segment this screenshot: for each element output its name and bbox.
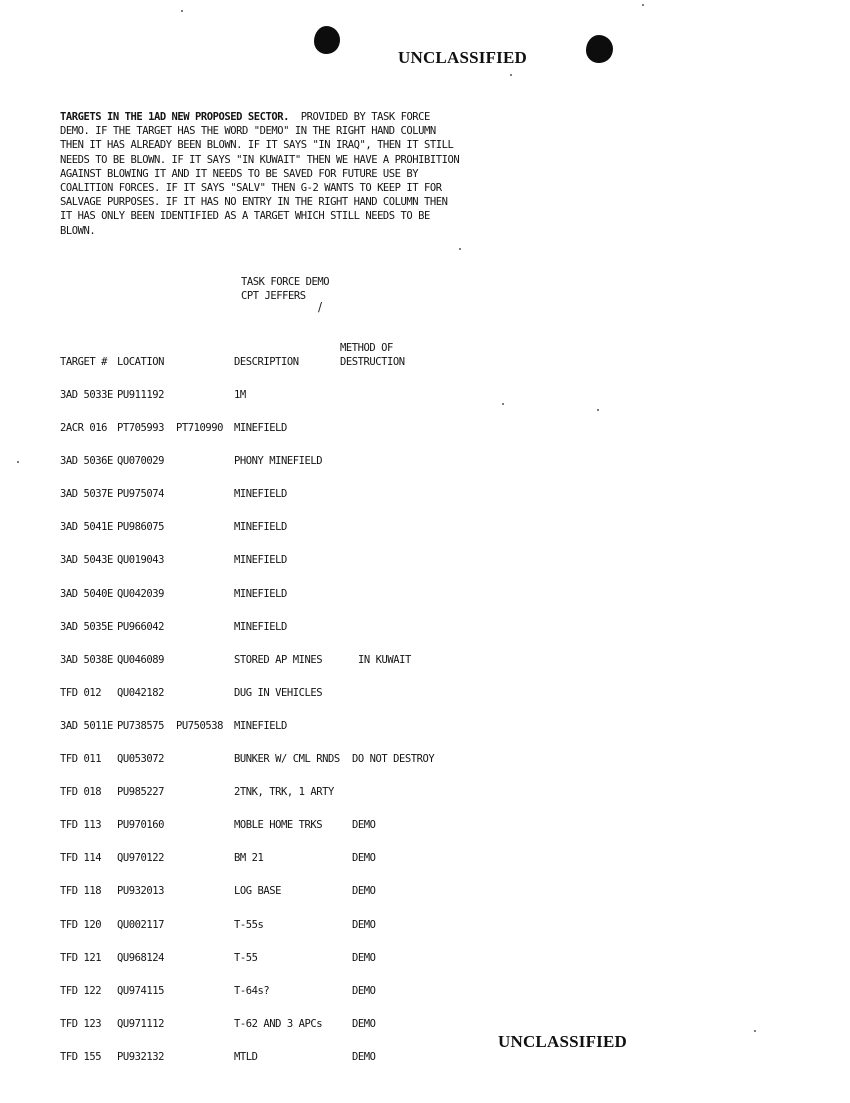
description-cell: DUG IN VEHICLES (234, 686, 323, 699)
method-cell: DEMO (352, 885, 376, 898)
location-cell: QU053072 (117, 753, 164, 766)
target-cell: TFD 011 (60, 753, 102, 766)
target-cell: 3AD 5037E (60, 488, 113, 501)
location-cell: PU738575 (117, 719, 164, 732)
header-method-line1: METHOD OF (340, 342, 393, 354)
target-cell: TFD 123 (60, 1017, 102, 1030)
target-cell: TFD 122 (60, 984, 102, 997)
location-cell: PU911192 (117, 389, 164, 401)
location-cell: PU966042 (117, 620, 164, 633)
target-cell: 3AD 5011E (60, 719, 113, 732)
location-cell: PT705993 (117, 422, 164, 435)
scan-speck (502, 403, 504, 405)
table-row (0, 487, 850, 520)
table-row (0, 520, 850, 553)
description-cell: MINEFIELD (234, 521, 287, 534)
classification-marking-bottom: UNCLASSIFIED (498, 1032, 627, 1051)
scan-speck (754, 1030, 756, 1032)
target-cell: TFD 121 (60, 951, 102, 964)
table-row (0, 1017, 850, 1050)
location-cell: QU046089 (117, 653, 164, 666)
target-cell: 2ACR 016 (60, 422, 107, 435)
location-cell: QU042182 (117, 686, 164, 699)
description-cell: T-62 AND 3 APCs (234, 1017, 323, 1030)
header-location: LOCATION (117, 356, 164, 368)
description-cell: BM 21 (234, 852, 264, 865)
target-cell: 3AD 5036E (60, 455, 113, 468)
signature-unit: TASK FORCE DEMO (241, 276, 330, 288)
description-cell: MOBLE HOME TRKS (234, 819, 323, 832)
location-cell: QU968124 (117, 951, 164, 964)
table-row (0, 620, 850, 653)
method-cell: DEMO (352, 1017, 376, 1030)
method-cell: DO NOT DESTROY (352, 753, 435, 766)
method-cell: DEMO (352, 984, 376, 997)
signature-officer: CPT JEFFERS (241, 290, 306, 303)
target-cell: TFD 113 (60, 819, 102, 832)
description-cell: STORED AP MINES (234, 653, 323, 666)
intro-paragraph (60, 110, 460, 238)
scan-speck (510, 74, 512, 76)
target-cell: TFD 012 (60, 686, 102, 699)
scan-speck (642, 4, 644, 6)
table-row (0, 984, 850, 1017)
handwritten-mark: / (318, 300, 323, 314)
description-cell: T-55s (234, 918, 264, 931)
target-cell: TFD 120 (60, 918, 102, 931)
method-cell: DEMO (352, 852, 376, 865)
location-cell: QU971112 (117, 1017, 164, 1030)
location-cell: PU932013 (117, 885, 164, 898)
description-cell: 1M (234, 389, 246, 401)
description-cell: T-55 (234, 951, 258, 964)
description-cell: MINEFIELD (234, 422, 287, 435)
description-cell: MTLD (234, 1050, 258, 1063)
target-cell: TFD 118 (60, 885, 102, 898)
location-cell: QU002117 (117, 918, 164, 931)
description-cell: T-64s? (234, 984, 270, 997)
header-target: TARGET # (60, 356, 107, 368)
target-table (0, 388, 850, 1083)
target-cell: 3AD 5041E (60, 521, 113, 534)
target-cell: TFD 155 (60, 1050, 102, 1063)
table-row (0, 686, 850, 719)
scan-speck (17, 461, 19, 463)
table-row (0, 785, 850, 818)
target-cell: 3AD 5038E (60, 653, 113, 666)
scan-speck (181, 10, 183, 12)
description-cell: MINEFIELD (234, 719, 287, 732)
method-cell: DEMO (352, 1050, 376, 1063)
method-cell: DEMO (352, 918, 376, 931)
table-row (0, 388, 850, 421)
method-cell: DEMO (352, 951, 376, 964)
classification-marking-top: UNCLASSIFIED (398, 48, 527, 67)
scan-speck (597, 409, 599, 411)
location-cell: QU019043 (117, 554, 164, 567)
ink-blot-mark (586, 35, 613, 63)
header-method-line2: DESTRUCTION (340, 356, 405, 369)
location-cell: QU070029 (117, 455, 164, 468)
target-cell: 3AD 5040E (60, 587, 113, 600)
header-method (340, 341, 405, 369)
table-row (0, 851, 850, 884)
table-row (0, 421, 850, 454)
location-secondary-cell: PU750538 (176, 719, 223, 732)
location-cell: PU932132 (117, 1050, 164, 1063)
scan-speck (459, 248, 461, 250)
intro-lead: TARGETS IN THE 1AD NEW PROPOSED SECTOR. (60, 111, 289, 123)
table-row (0, 653, 850, 686)
signature-block (241, 275, 329, 303)
location-cell: QU042039 (117, 587, 164, 600)
table-row (0, 818, 850, 851)
target-cell: TFD 018 (60, 786, 102, 799)
table-row (0, 752, 850, 785)
location-cell: PU986075 (117, 521, 164, 534)
description-cell: MINEFIELD (234, 620, 287, 633)
method-cell: DEMO (352, 819, 376, 832)
location-cell: PU970160 (117, 819, 164, 832)
description-cell: LOG BASE (234, 885, 281, 898)
location-secondary-cell: PT710990 (176, 422, 223, 435)
ink-blot-mark (314, 26, 340, 54)
intro-body: PROVIDED BY TASK FORCE DEMO. IF THE TARGET HAS THE WORD "DEMO" IN THE RIGHT HAND COLUMN THEN IT HAS ALREADY BEEN BLOWN. IF IT SAYS "IN IRAQ", THEN IT STILL NEEDS TO BE BLOWN. IF IT SAYS "IN KUWAIT" THEN WE HAVE A PROHIBITION AGAINST BLOWING IT AND IT NEEDS TO BE SAVED FOR FUTURE USE BY COALITION FORCES. IF IT SAYS "SALV" THEN G-2 WANTS TO KEEP IT FOR SALVAGE PURPOSES. IF IT HAS NO ENTRY IN THE RIGHT HAND COLUMN THEN IT HAS ONLY BEEN IDENTIFIED AS A TARGET WHICH STILL NEEDS TO BE BLOWN. (60, 111, 460, 237)
location-cell: QU974115 (117, 984, 164, 997)
target-cell: TFD 114 (60, 852, 102, 865)
header-description: DESCRIPTION (234, 356, 299, 368)
target-cell: 3AD 5035E (60, 620, 113, 633)
table-row (0, 1050, 850, 1083)
table-row (0, 553, 850, 586)
table-row (0, 719, 850, 752)
target-cell: 3AD 5043E (60, 554, 113, 567)
location-cell: PU985227 (117, 786, 164, 799)
table-row (0, 918, 850, 951)
description-cell: MINEFIELD (234, 587, 287, 600)
description-cell: BUNKER W/ CML RNDS (234, 753, 340, 766)
table-row (0, 587, 850, 620)
description-cell: 2TNK, TRK, 1 ARTY (234, 786, 334, 799)
method-cell: IN KUWAIT (358, 653, 411, 666)
location-cell: QU970122 (117, 852, 164, 865)
table-row (0, 884, 850, 917)
description-cell: MINEFIELD (234, 488, 287, 501)
target-cell: 3AD 5033E (60, 389, 113, 401)
table-row (0, 454, 850, 487)
location-cell: PU975074 (117, 488, 164, 501)
description-cell: MINEFIELD (234, 554, 287, 567)
description-cell: PHONY MINEFIELD (234, 455, 323, 468)
table-row (0, 951, 850, 984)
